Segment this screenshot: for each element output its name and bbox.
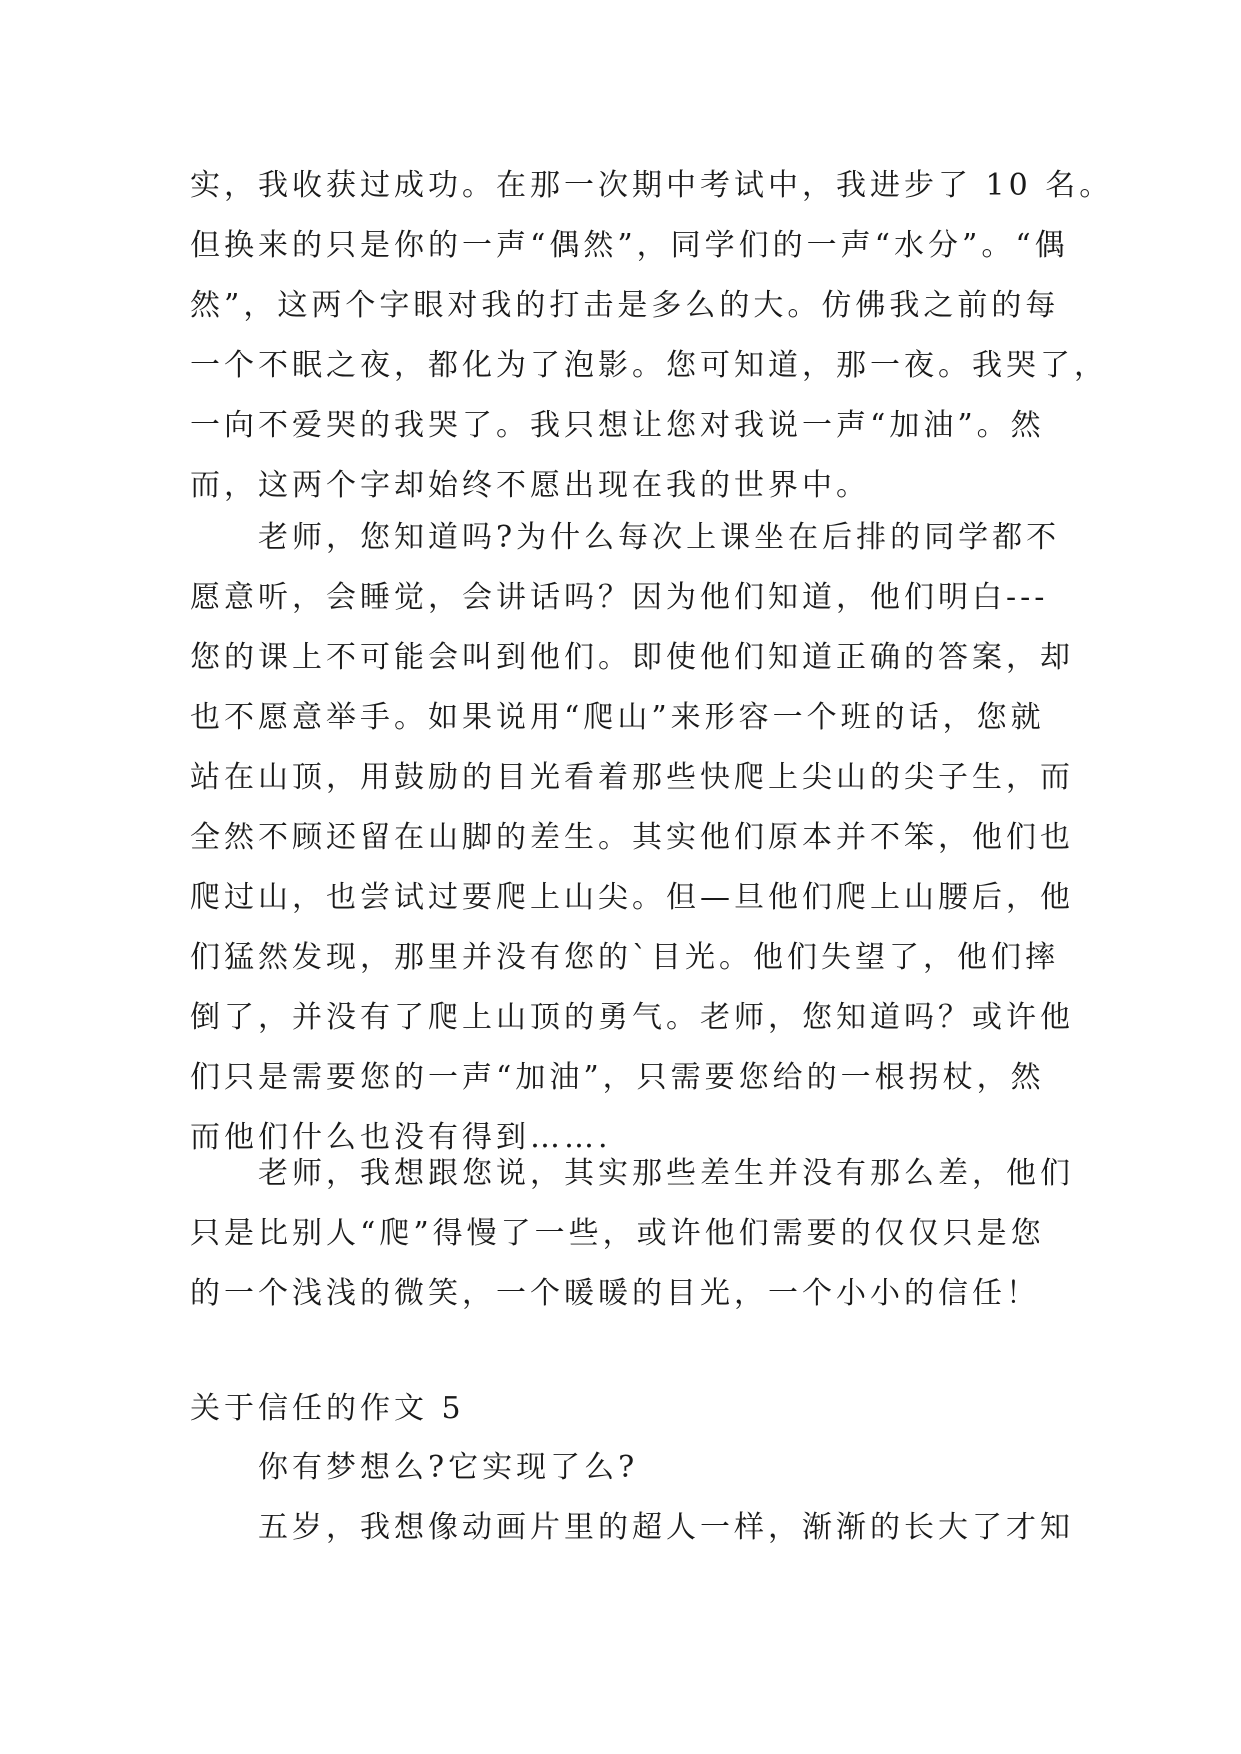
text-line: 然”，这两个字眼对我的打击是多么的大。仿佛我之前的每 [190,288,1060,323]
paragraph-teacher-question [190,508,1074,1168]
paragraph-dream [190,1438,1074,1558]
text-line: 而他们什么也没有得到……. [190,1120,612,1155]
paragraph-teacher-message [190,1144,1074,1324]
text-line: 而，这两个字却始终不愿出现在我的世界中。 [190,468,870,503]
text-line: 但换来的只是你的一声“偶然”，同学们的一声“水分”。“偶 [190,228,1069,263]
text-line: 一个不眠之夜，都化为了泡影。您可知道，那一夜。我哭了， [190,348,1108,383]
text-line: 的一个浅浅的微笑，一个暖暖的目光，一个小小的信任！ [190,1276,1040,1311]
text-line: 愿意听，会睡觉，会讲话吗？因为他们知道，他们明白--- [190,580,1049,615]
text-line: 倒了，并没有了爬上山顶的勇气。老师，您知道吗？或许他 [190,1000,1074,1035]
text-line: 爬过山，也尝试过要爬上山尖。但—旦他们爬上山腰后，他 [190,880,1074,915]
text-line: 老师，我想跟您说，其实那些差生并没有那么差，他们 [258,1156,1074,1191]
text-line: 您的课上不可能会叫到他们。即使他们知道正确的答案，却 [190,640,1074,675]
text-line: 也不愿意举手。如果说用“爬山”来形容一个班的话，您就 [190,700,1045,735]
text-line: 们猛然发现，那里并没有您的`目光。他们失望了，他们摔 [190,940,1059,975]
paragraph-continuation [190,156,1114,516]
text-line: 们只是需要您的一声“加油”，只需要您给的一根拐杖，然 [190,1060,1045,1095]
text-line: 老师，您知道吗?为什么每次上课坐在后排的同学都不 [258,520,1061,555]
text-line: 五岁，我想像动画片里的超人一样，渐渐的长大了才知 [258,1510,1074,1545]
text-line: 站在山顶，用鼓励的目光看着那些快爬上尖山的尖子生，而 [190,760,1074,795]
section-heading [190,1379,1070,1439]
text-line: 你有梦想么?它实现了么? [258,1450,639,1485]
text-line: 实，我收获过成功。在那一次期中考试中，我进步了 10 名。 [190,168,1114,203]
text-line: 全然不顾还留在山脚的差生。其实他们原本并不笨，他们也 [190,820,1074,855]
text-line: 只是比别人“爬”得慢了一些，或许他们需要的仅仅只是您 [190,1216,1045,1251]
text-line: 一向不爱哭的我哭了。我只想让您对我说一声“加油”。然 [190,408,1045,443]
section-heading-text: 关于信任的作文 5 [190,1391,465,1426]
